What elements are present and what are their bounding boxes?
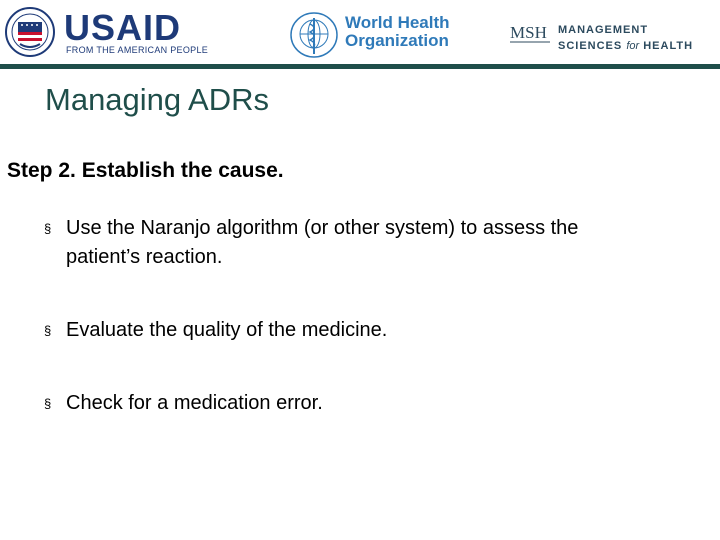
who-line-1: World Health [345, 13, 450, 32]
msh-line-2a: SCIENCES [558, 40, 623, 52]
msh-mark-icon [508, 12, 552, 52]
bullet-icon: § [44, 323, 52, 338]
msh-mark-text: MSH [510, 23, 547, 42]
who-line-2: Organization [345, 31, 449, 50]
msh-wordmark [558, 22, 693, 54]
who-wordmark [345, 14, 450, 50]
bullet-text: Check for a medication error. [66, 392, 323, 414]
header-rule [0, 64, 720, 69]
slide-title: Managing ADRs [45, 82, 270, 117]
msh-line-2b: for [626, 40, 640, 52]
usaid-wordmark: USAID [64, 7, 182, 48]
bullet-icon: § [44, 221, 52, 236]
usaid-tagline: FROM THE AMERICAN PEOPLE [66, 45, 209, 55]
bullet-text: Use the Naranjo algorithm (or other system) to assess the patient’s reaction. [66, 217, 579, 268]
bullet-text: Evaluate the quality of the medicine. [66, 319, 388, 341]
msh-line-1: MANAGEMENT [558, 24, 649, 36]
bullet-icon: § [44, 396, 52, 411]
bullet-item [44, 389, 604, 418]
slide-subtitle: Step 2. Establish the cause. [7, 159, 284, 182]
bullet-list [44, 214, 604, 418]
msh-line-2c: HEALTH [643, 40, 694, 52]
bullet-item [44, 214, 604, 272]
usaid-seal-icon [4, 6, 60, 58]
msh-line-2 [558, 38, 693, 54]
bullet-item [44, 316, 604, 345]
logo-header [0, 0, 720, 66]
who-emblem-icon [288, 10, 340, 60]
